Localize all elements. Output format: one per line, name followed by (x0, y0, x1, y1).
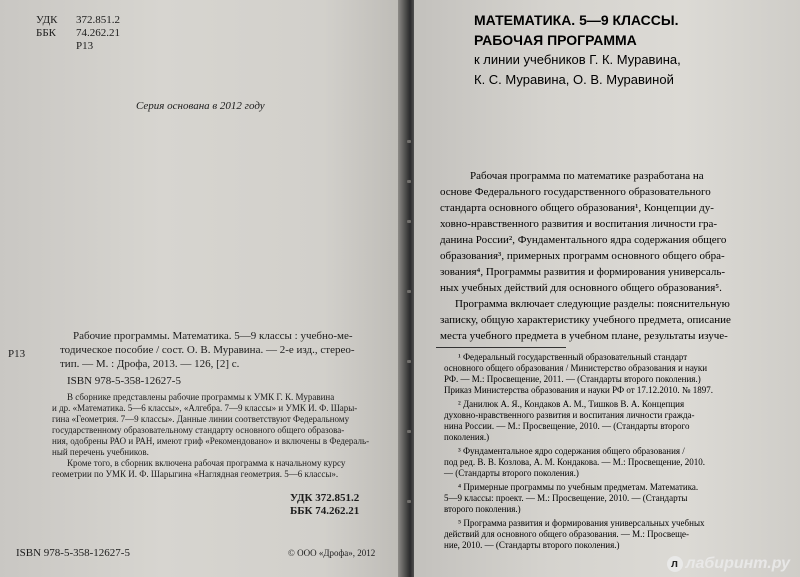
heading-line: МАТЕМАТИКА. 5—9 КЛАССЫ. (474, 12, 679, 28)
body-line: данина России², Фундаментального ядра содержания общего (440, 234, 727, 246)
footnote-line: 5—9 классы: проект. — М.: Просвещение, 2010. — (Стандарты (444, 493, 688, 503)
isbn-line: ISBN 978-5-358-12627-5 (67, 375, 181, 387)
description-line: Кроме того, в сборник включена рабочая программа к начальному курсу (67, 458, 346, 468)
description-line: гина «Геометрия. 7—9 классы». Данные линии соответствуют Федеральному (52, 414, 350, 424)
footnote-line: нина России. — М.: Просвещение, 2010. — (Стандарты второго (444, 421, 690, 431)
description-line: и др. «Математика. 5—6 классы», «Алгебра. 7—9 классы» и УМК И. Ф. Шары- (52, 403, 358, 413)
heading-line: к линии учебников Г. К. Муравина, (474, 52, 681, 67)
heading-line: РАБОЧАЯ ПРОГРАММА (474, 32, 637, 48)
bbk-bottom: ББК 74.262.21 (290, 505, 360, 517)
footnote-line: Приказ Министерства образования и науки РФ от 17.12.2010. № 1897. (444, 385, 713, 395)
body-line: записку, общую характеристику учебного предмета, описание (440, 314, 731, 326)
body-line: места учебного предмета в учебном плане, результаты изуче- (440, 330, 728, 342)
binding-stitch (407, 180, 411, 183)
margin-code: Р13 (8, 348, 26, 360)
body-line: Программа включает следующие разделы: пояснительную (455, 298, 730, 310)
footnote-line: ⁴ Примерные программы по учебным предметам. Математика. (458, 482, 699, 492)
body-line: зования⁴, Программы развития и формирования универсаль- (440, 266, 726, 278)
footnote-rule (436, 347, 566, 348)
footnote-line: основного общего образования / Министерство образования и науки (444, 363, 708, 373)
index-code: Р13 (76, 40, 94, 52)
body-line: образования³, примерных программ основного общего обра- (440, 250, 725, 262)
description-line: ния, одобрены РАО и РАН, имеют гриф «Рекомендовано» и включены в Федераль- (52, 436, 370, 446)
description-line: государственному образовательному стандарту основного общего образова- (52, 425, 345, 435)
body-line: ховно-нравственного развития и воспитания личности гра- (440, 218, 718, 230)
footnote-line: второго поколения.) (444, 504, 521, 514)
body-line: Рабочая программа по математике разработана на (470, 170, 704, 182)
footnote-line: ¹ Федеральный государственный образовательный стандарт (458, 352, 688, 362)
footnote-line: ³ Фундаментальное ядро содержания общего образования / (458, 446, 685, 456)
udk-code: 372.851.2 (76, 14, 120, 26)
catalog-line: тодическое пособие / сост. О. В. Муравина. — 2-е изд., стерео- (60, 344, 355, 356)
footnote-line: духовно-нравственного развития и воспитания личности гражда- (444, 410, 695, 420)
body-line: стандарта основного общего образования¹, Концепции ду- (440, 202, 714, 214)
description-line: В сборнике представлены рабочие программы к УМК Г. К. Муравина (67, 392, 335, 402)
binding-stitch (407, 500, 411, 503)
footnote-line: ние, 2010. — (Стандарты второго поколения.) (444, 540, 620, 550)
bbk-label: ББК (36, 27, 56, 39)
binding-stitch (407, 430, 411, 433)
catalog-line: Рабочие программы. Математика. 5—9 классы : учебно-ме- (73, 330, 353, 342)
heading-line: К. С. Муравина, О. В. Муравиной (474, 72, 674, 87)
catalog-line: тип. — М. : Дрофа, 2013. — 126, [2] с. (60, 358, 240, 370)
footnote-line: ² Данилюк А. Я., Кондаков А. М., Тишков В. А. Концепция (458, 399, 685, 409)
body-line: ных учебных действий для основного общего образования⁵. (440, 282, 722, 294)
binding-stitch (407, 220, 411, 223)
isbn-bottom: ISBN 978-5-358-12627-5 (16, 547, 130, 559)
body-line: основе Федерального государственного образовательного (440, 186, 711, 198)
footnote-line: ⁵ Программа развития и формирования универсальных учебных (458, 518, 705, 528)
binding-stitch (407, 140, 411, 143)
binding-stitch (407, 290, 411, 293)
footnote-line: под ред. В. В. Козлова, А. М. Кондакова. — М.: Просвещение, 2010. (444, 457, 706, 467)
copyright: © ООО «Дрофа», 2012 (288, 548, 376, 558)
footnote-line: действий для основного общего образования. — М.: Просвеще- (444, 529, 690, 539)
udk-bottom: УДК 372.851.2 (290, 492, 360, 504)
footnote-line: поколения.) (444, 432, 490, 442)
footnote-line: — (Стандарты второго поколения.) (444, 468, 579, 478)
watermark (667, 555, 790, 573)
footnote-line: РФ. — М.: Просвещение, 2011. — (Стандарты второго поколения.) (444, 374, 701, 384)
udk-label: УДК (36, 14, 58, 26)
watermark-text: лабиринт.ру (685, 555, 790, 572)
description-line: ный перечень учебников. (52, 447, 149, 457)
series-note: Серия основана в 2012 году (136, 100, 265, 112)
description-line: геометрии по УМК И. Ф. Шарыгина «Наглядная геометрия. 5—6 классы». (52, 469, 339, 479)
labyrinth-logo-icon: л (667, 556, 683, 572)
bbk-code: 74.262.21 (76, 27, 120, 39)
binding-stitch (407, 360, 411, 363)
